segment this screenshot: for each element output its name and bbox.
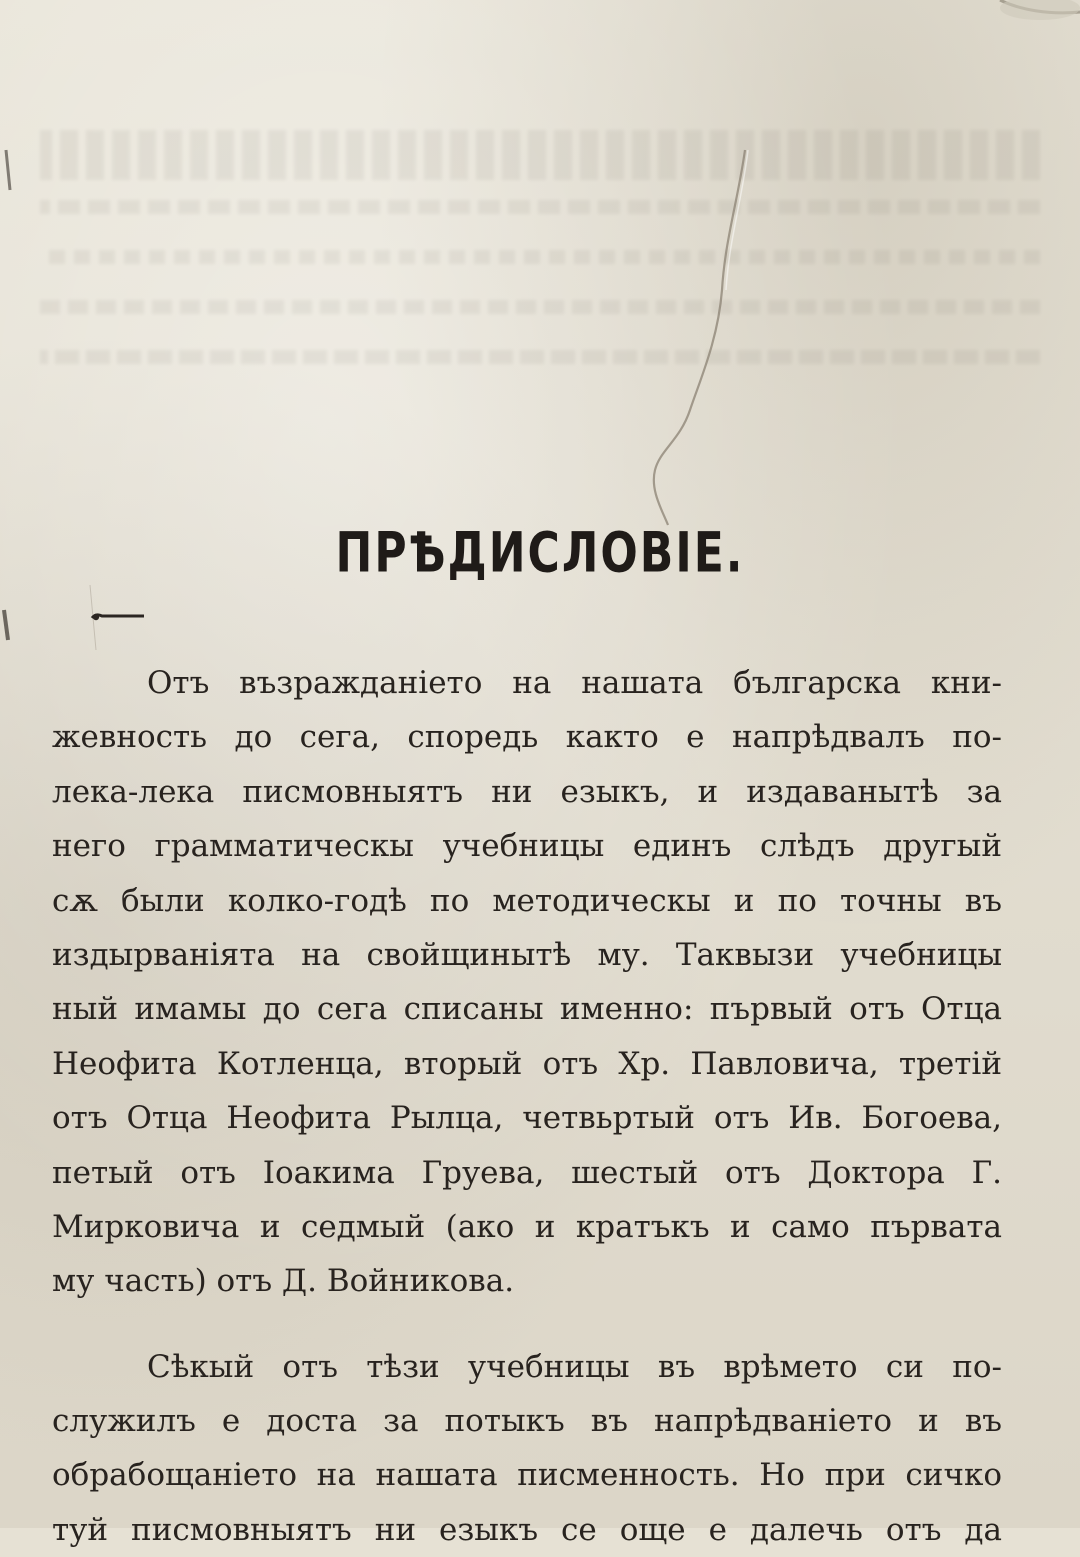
text-line: Отъ възражданіето на нашата българска кни- — [147, 665, 1002, 701]
text-line: сѫ были колко-годѣ по методическы и по точны въ — [52, 882, 1002, 919]
text-line: обрабощаніето на нашата писменность. Но при сичко — [52, 1457, 1002, 1494]
text-line: издырваніята на свойщинытѣ му. Таквызи учебницы — [52, 936, 1002, 973]
text-line: лека-лека писмовныятъ ни езыкъ, и издаванытѣ за — [52, 773, 1002, 810]
text-line: служилъ е доста за потыкъ въ напрѣдваніето и въ — [52, 1403, 1002, 1440]
text-line: него грамматическы учебницы единъ слѣдъ другый — [52, 828, 1002, 865]
text-line: му часть) отъ Д. Войникова. — [52, 1263, 515, 1300]
text-line: Неофита Котленца, вторый отъ Хр. Павловича, третій — [52, 1045, 1002, 1082]
ornament-dash — [90, 612, 146, 622]
page-title: ПРѢДИСЛОВІЕ. — [335, 521, 745, 586]
text-line: Сѣкый отъ тѣзи учебницы въ врѣмето си по- — [147, 1348, 1002, 1385]
text-line: отъ Отца Неофита Рылца, четвьртый отъ Ив. Богоева, — [52, 1100, 1002, 1137]
paragraph-2 — [52, 1340, 1002, 1557]
text-line: Мирковича и седмый (ако и кратъкъ и само първата — [52, 1208, 1002, 1245]
text-line: жевность до сега, споредь както е напрѣдвалъ по- — [52, 719, 1002, 756]
body-text — [52, 656, 1002, 1557]
paragraph-1 — [52, 656, 1002, 1309]
text-line: туй писмовныятъ ни езыкъ се още е далечь отъ да — [52, 1511, 1002, 1548]
text-line: ный имамы до сега списаны именно: първый отъ Отца — [52, 991, 1002, 1028]
text-line: петый отъ Іоакима Груева, шестый отъ Доктора Г. — [52, 1154, 1002, 1191]
